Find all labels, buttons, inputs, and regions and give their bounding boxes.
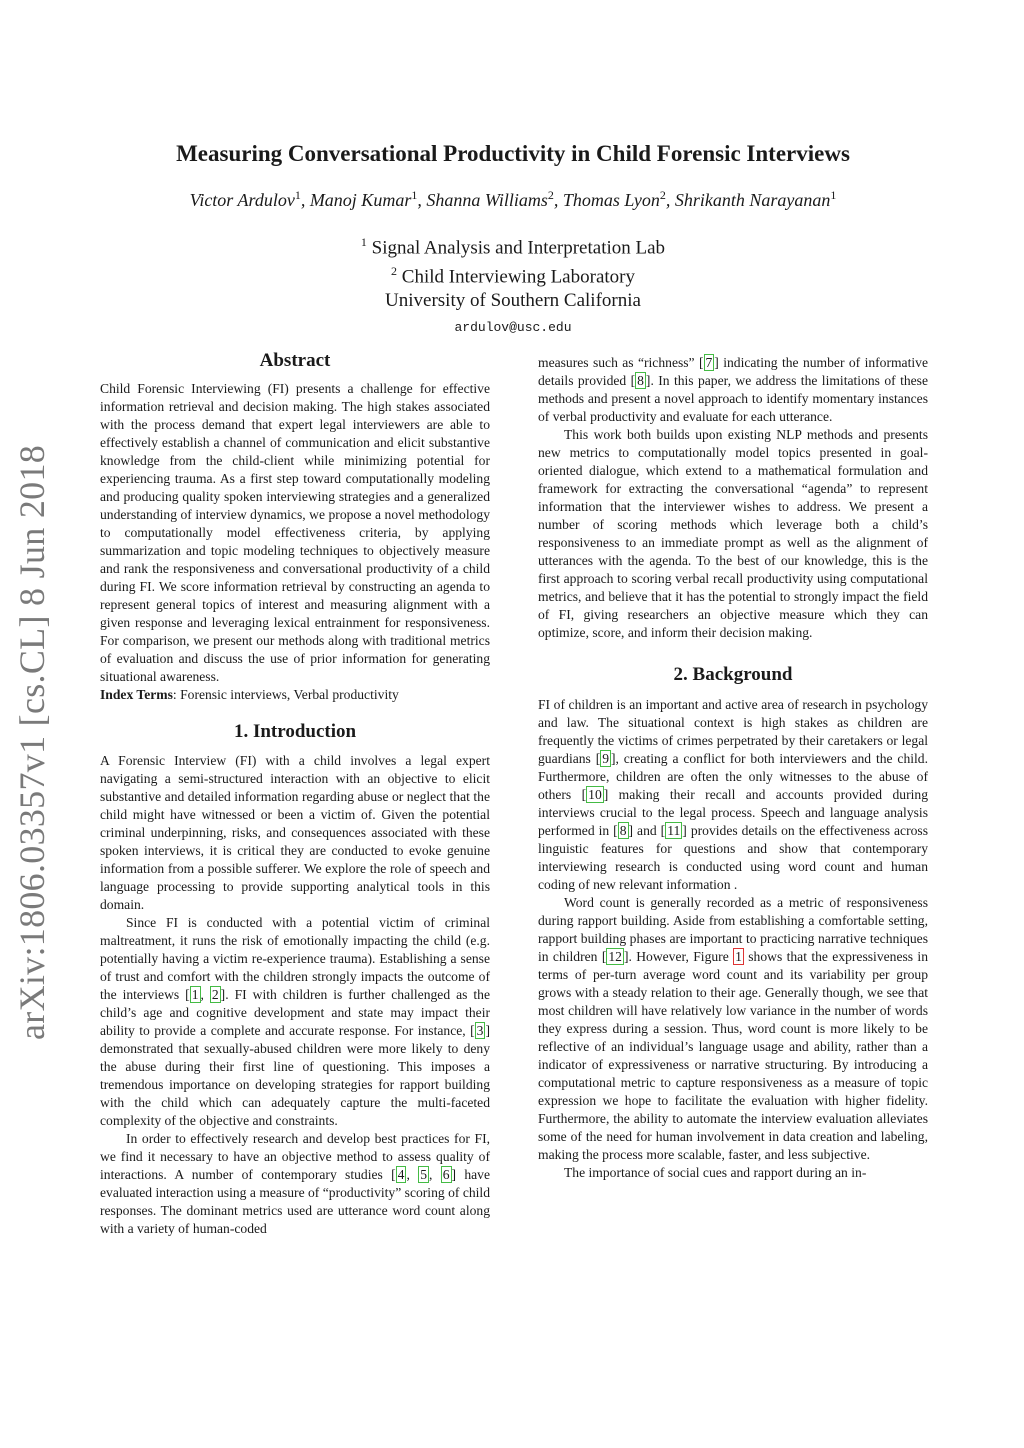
author-name: Victor Ardulov (189, 190, 295, 210)
left-column (100, 350, 490, 1238)
paper-title: Measuring Conversational Productivity in Child Forensic Interviews (176, 141, 850, 166)
abstract-heading: Abstract (259, 350, 331, 371)
author-name: Thomas Lyon (562, 190, 660, 210)
intro-paragraph-1: A Forensic Interview (FI) with a child involves a legal expert navigating a semi-structured interaction with an objective to elicit substantive and detailed information regarding abuse or neglect that the child might have witnessed or been a victim of. Given the potential criminal underpinning, risks, and consequences associated with these spoken interviews, it is critical they are conducted to evoke genuine information from a possible sufferer. We explore the role of speech and language processing to provide supporting analytical tools in this domain. (100, 753, 490, 912)
author-affiliation-mark: 2 (547, 188, 554, 202)
contact-email[interactable]: ardulov@usc.edu (454, 320, 572, 336)
citation-link[interactable]: 8 (619, 823, 627, 838)
citation-link[interactable]: 4 (397, 1167, 405, 1182)
author-name: Manoj Kumar (309, 190, 412, 210)
citation-link[interactable]: 5 (420, 1167, 427, 1182)
intro-paragraph-3: In order to effectively research and develop best practices for FI, we find it necessary to have an objective method to assess quality of interactions. A number of contemporary studies [ 4 , 5 , 6 ] have evaluated interaction using a measure of “productivity” scoring of child responses. The dominant metrics used are utterance word count along with a variety of human-coded (100, 1131, 491, 1236)
citation-link[interactable]: 2 (211, 987, 219, 1002)
intro-paragraph-2: Since FI is conducted with a potential victim of criminal maltreatment, it runs the risk of emotionally impacting the child (e.g. potentially having a victim re-experience trauma). Establishing a sense of trust and comfort with the children strongly impacts the outcome of the interviews [ 1 , 2 ]. FI with children is further challenged as the child’s age and cognitive development and state may impact their ability to provide a complete and accurate response. For instance, [ 3 ] demonstrated that sexually-abused children were more likely to deny the abuse during their first line of questioning. This imposes a tremendous importance on developing strategies for rapport building with the child which can adequately capture the multi-faceted complexity of the objective and constraints. (100, 915, 491, 1128)
section-heading-background: 2. Background (673, 664, 793, 685)
author-affiliation-mark: 1 (830, 188, 837, 202)
figure-link[interactable]: 1 (735, 949, 742, 964)
author-name: Shanna Williams (426, 190, 548, 210)
author-affiliation-mark: 1 (294, 188, 301, 202)
university: University of Southern California (385, 289, 641, 311)
citation-link[interactable]: 6 (442, 1167, 450, 1182)
citation-link[interactable]: 8 (637, 373, 644, 388)
affiliation-1: $^1$ Signal Analysis and Interpretation Lab (360, 235, 666, 259)
index-terms: Index Terms: Forensic interviews, Verbal productivity (100, 687, 399, 702)
affiliations (100, 231, 926, 340)
section-heading-introduction: 1. Introduction (233, 721, 357, 742)
author-affiliation-mark: 1 (411, 188, 418, 202)
arxiv-stamp: arXiv:1806.03357v1 [cs.CL] 8 Jun 2018 (12, 444, 52, 1040)
affiliation-2: $^2$ Child Interviewing Laboratory (391, 263, 635, 288)
right-column (538, 354, 928, 1182)
author-name: Shrikanth Narayanan (674, 190, 831, 210)
citation-link[interactable]: 10 (588, 787, 602, 802)
citation-link[interactable]: 11 (667, 823, 681, 838)
citation-link[interactable]: 1 (191, 987, 199, 1002)
intro-continuation-paragraph: measures such as “richness” [ 7 ] indicating the number of informative details provided [ 8 ]. In this paper, we address the limitations of these methods and present a novel approach to identify momentary instances of verbal productivity and evaluate for each utterance. (538, 355, 928, 424)
author-affiliation-mark: 2 (659, 188, 666, 202)
citation-link[interactable]: 3 (476, 1023, 484, 1038)
citation-link[interactable]: 7 (705, 355, 713, 370)
background-paragraph-2: Word count is generally recorded as a metric of responsiveness during rapport building. Aside from establishing a comfortable setting, rapport building phases are important to practicing narrative techniques in children [ 12 ]. However, Figure 1 shows that the expressiveness in terms of per-turn average word count and its variability per group grows with a steady relation to their age. Generally though, we see that most children will have relatively low variance in the number of words they express during a session. Thus, word count is more likely to be reflective of an individual’s language usage and ability, rather than a indicator of expressiveness or narrative structuring. By introducing a computational metric to capture responsiveness as a measure of topic expression we hope to facilitate the evaluation with higher fidelity. Furthermore, the ability to automate the interview evaluation alleviates some of the need for human involvement in data creation and labeling, making the process more scalable, faster, and less subjective. (538, 895, 928, 1162)
background-paragraph-1: FI of children is an important and active area of research in psychology and law. The situational context is high stakes as children are frequently the victims of crimes perpetrated by their caretakers or legal guardians [ 9 ], creating a conflict for both interviewers and the child. Furthermore, children are often the only witnesses to the abuse of others [ 10 ] making their recall and accounts provided during interviews crucial to the legal process. Speech and language analysis performed in [ 8 ] and [ 11 ] provides details on the effectiveness across linguistic features for questions and show that contemporary interviewing research is conducted using word count and human coding of new relevant information . (538, 697, 928, 892)
citation-link[interactable]: 9 (602, 751, 610, 766)
author-list: Victor Ardulov$^1$, Manoj Kumar$^1$, Shanna Williams$^2$, Thomas Lyon$^2$, Shrikanth Narayanan$^1$ (189, 188, 837, 210)
background-paragraph-3: The importance of social cues and rapport during an in- (564, 1165, 867, 1180)
citation-link[interactable]: 12 (608, 949, 622, 964)
abstract-text: Child Forensic Interviewing (FI) presents a challenge for effective information retrieval and decision making. The high stakes associated with the process demand that expert legal interviewers are able to effectively establish a channel of communication and elicit substantive knowledge from the child-client while minimizing potential for experiencing trauma. As a first step toward computationally modeling and producing quality spoken interviewing strategies and a generalized understanding of interview dynamics, we propose a novel methodology to computationally model effectiveness criteria, by applying summarization and topic modeling techniques to objectively measure and rank the responsiveness and conversational productivity of a child during FI. We score information retrieval by constructing an agenda to represent general topics of interest and measuring alignment with a given response and leveraging lexical entrainment for responsiveness. For comparison, we present our methods along with traditional metrics of evaluation and discuss the use of prior information for generating situational awareness. (100, 381, 490, 684)
intro-paragraph-4: This work both builds upon existing NLP methods and presents new metrics to computationally model topics presented in goal-oriented dialogue, which extend to a mathematical formulation and framework for extracting the conversational “agenda” to represent information that the interviewer wishes to address. We present a number of scoring methods which leverage both a child’s responsiveness to an immediate prompt as well as the alignment of utterances with the agenda. To the best of our knowledge, this is the first approach to scoring verbal recall productivity using computational metrics, and believe that it has the potential to strongly impact the field of FI, giving researchers an objective measure which they can optimize, score, and inform their decision making. (538, 427, 928, 640)
